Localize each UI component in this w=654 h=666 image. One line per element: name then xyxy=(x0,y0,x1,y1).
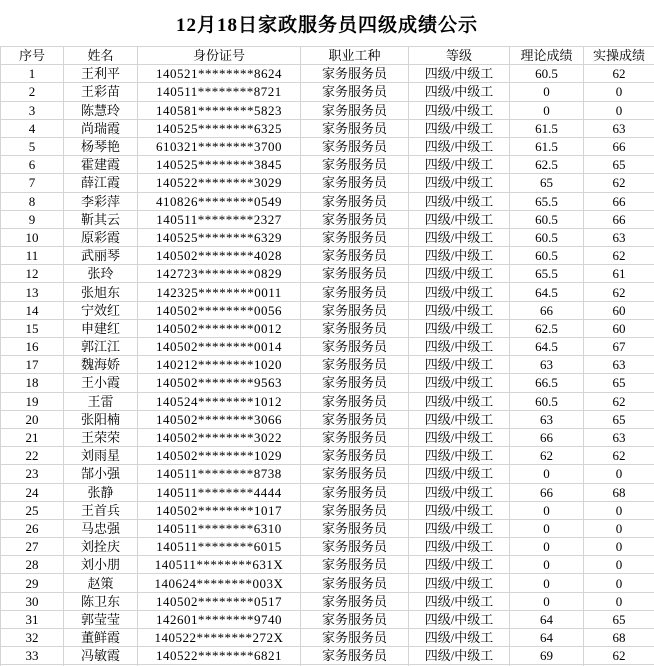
cell-theory-score: 69 xyxy=(510,647,584,665)
cell-level: 四级/中级工 xyxy=(409,501,510,519)
cell-name: 张玲 xyxy=(64,265,138,283)
cell-level: 四级/中级工 xyxy=(409,265,510,283)
cell-level: 四级/中级工 xyxy=(409,410,510,428)
page-title: 12月18日家政服务员四级成绩公示 xyxy=(175,14,478,36)
cell-practical-score: 0 xyxy=(584,83,654,101)
cell-occupation: 家务服务员 xyxy=(301,228,409,246)
cell-occupation: 家务服务员 xyxy=(301,137,409,155)
header-seq: 序号 xyxy=(1,47,64,65)
cell-level: 四级/中级工 xyxy=(409,538,510,556)
cell-name: 刘小朋 xyxy=(64,556,138,574)
cell-practical-score: 62 xyxy=(584,392,654,410)
cell-level: 四级/中级工 xyxy=(409,174,510,192)
cell-seq: 23 xyxy=(1,465,64,483)
cell-practical-score: 0 xyxy=(584,501,654,519)
cell-theory-score: 64 xyxy=(510,629,584,647)
cell-seq: 33 xyxy=(1,647,64,665)
cell-occupation: 家务服务员 xyxy=(301,592,409,610)
cell-seq: 27 xyxy=(1,538,64,556)
table-row xyxy=(1,610,654,628)
cell-name: 王彩苗 xyxy=(64,83,138,101)
cell-level: 四级/中级工 xyxy=(409,356,510,374)
table-row xyxy=(1,483,654,501)
cell-id-number: 140522********272X xyxy=(138,629,301,647)
cell-seq: 13 xyxy=(1,283,64,301)
cell-level: 四级/中级工 xyxy=(409,283,510,301)
table-row xyxy=(1,101,654,119)
table-row xyxy=(1,301,654,319)
cell-level: 四级/中级工 xyxy=(409,465,510,483)
cell-level: 四级/中级工 xyxy=(409,519,510,537)
table-row xyxy=(1,592,654,610)
cell-theory-score: 65 xyxy=(510,174,584,192)
cell-seq: 17 xyxy=(1,356,64,374)
cell-seq: 8 xyxy=(1,192,64,210)
table-row xyxy=(1,174,654,192)
cell-id-number: 140511********2327 xyxy=(138,210,301,228)
table-row xyxy=(1,338,654,356)
cell-name: 张旭东 xyxy=(64,283,138,301)
cell-level: 四级/中级工 xyxy=(409,137,510,155)
cell-id-number: 140511********8721 xyxy=(138,83,301,101)
cell-occupation: 家务服务员 xyxy=(301,629,409,647)
cell-theory-score: 62 xyxy=(510,447,584,465)
cell-practical-score: 63 xyxy=(584,119,654,137)
cell-occupation: 家务服务员 xyxy=(301,65,409,83)
cell-occupation: 家务服务员 xyxy=(301,447,409,465)
cell-occupation: 家务服务员 xyxy=(301,174,409,192)
cell-occupation: 家务服务员 xyxy=(301,647,409,665)
cell-seq: 18 xyxy=(1,374,64,392)
cell-theory-score: 60.5 xyxy=(510,65,584,83)
cell-level: 四级/中级工 xyxy=(409,319,510,337)
cell-occupation: 家务服务员 xyxy=(301,192,409,210)
cell-name: 郭江江 xyxy=(64,338,138,356)
cell-occupation: 家务服务员 xyxy=(301,247,409,265)
cell-id-number: 140525********6325 xyxy=(138,119,301,137)
table-row xyxy=(1,501,654,519)
cell-id-number: 140502********0012 xyxy=(138,319,301,337)
table-row xyxy=(1,538,654,556)
cell-theory-score: 62.5 xyxy=(510,156,584,174)
cell-level: 四级/中级工 xyxy=(409,374,510,392)
cell-name: 马忠强 xyxy=(64,519,138,537)
cell-practical-score: 63 xyxy=(584,356,654,374)
table-row xyxy=(1,65,654,83)
header-theory-score: 理论成绩 xyxy=(510,47,584,65)
header-level: 等级 xyxy=(409,47,510,65)
cell-occupation: 家务服务员 xyxy=(301,338,409,356)
cell-theory-score: 60.5 xyxy=(510,247,584,265)
cell-id-number: 140502********3022 xyxy=(138,428,301,446)
cell-name: 陈卫东 xyxy=(64,592,138,610)
cell-level: 四级/中级工 xyxy=(409,647,510,665)
cell-name: 申建红 xyxy=(64,319,138,337)
cell-practical-score: 0 xyxy=(584,465,654,483)
cell-practical-score: 60 xyxy=(584,301,654,319)
cell-name: 张静 xyxy=(64,483,138,501)
cell-seq: 29 xyxy=(1,574,64,592)
cell-name: 王利平 xyxy=(64,65,138,83)
cell-id-number: 140502********3066 xyxy=(138,410,301,428)
cell-level: 四级/中级工 xyxy=(409,629,510,647)
table-row xyxy=(1,392,654,410)
cell-occupation: 家务服务员 xyxy=(301,519,409,537)
cell-name: 李彩萍 xyxy=(64,192,138,210)
table-row xyxy=(1,356,654,374)
cell-seq: 5 xyxy=(1,137,64,155)
cell-practical-score: 63 xyxy=(584,428,654,446)
cell-id-number: 140511********6310 xyxy=(138,519,301,537)
cell-seq: 1 xyxy=(1,65,64,83)
cell-practical-score: 68 xyxy=(584,629,654,647)
cell-occupation: 家务服务员 xyxy=(301,501,409,519)
cell-practical-score: 62 xyxy=(584,65,654,83)
cell-occupation: 家务服务员 xyxy=(301,301,409,319)
cell-seq: 20 xyxy=(1,410,64,428)
cell-id-number: 140212********1020 xyxy=(138,356,301,374)
cell-theory-score: 0 xyxy=(510,101,584,119)
cell-id-number: 140502********0056 xyxy=(138,301,301,319)
cell-theory-score: 61.5 xyxy=(510,119,584,137)
cell-level: 四级/中级工 xyxy=(409,610,510,628)
cell-theory-score: 0 xyxy=(510,592,584,610)
cell-seq: 25 xyxy=(1,501,64,519)
cell-id-number: 140502********9563 xyxy=(138,374,301,392)
cell-seq: 15 xyxy=(1,319,64,337)
cell-seq: 6 xyxy=(1,156,64,174)
cell-seq: 12 xyxy=(1,265,64,283)
cell-level: 四级/中级工 xyxy=(409,483,510,501)
cell-occupation: 家务服务员 xyxy=(301,374,409,392)
cell-occupation: 家务服务员 xyxy=(301,410,409,428)
cell-theory-score: 0 xyxy=(510,556,584,574)
table-row xyxy=(1,428,654,446)
table-row xyxy=(1,447,654,465)
cell-id-number: 142723********0829 xyxy=(138,265,301,283)
cell-level: 四级/中级工 xyxy=(409,447,510,465)
table-row xyxy=(1,137,654,155)
cell-id-number: 140502********1017 xyxy=(138,501,301,519)
cell-level: 四级/中级工 xyxy=(409,156,510,174)
cell-level: 四级/中级工 xyxy=(409,574,510,592)
cell-name: 尚瑞霞 xyxy=(64,119,138,137)
table-row xyxy=(1,556,654,574)
cell-name: 杨琴艳 xyxy=(64,137,138,155)
cell-theory-score: 65.5 xyxy=(510,265,584,283)
cell-id-number: 140525********6329 xyxy=(138,228,301,246)
cell-seq: 22 xyxy=(1,447,64,465)
cell-practical-score: 0 xyxy=(584,592,654,610)
table-row xyxy=(1,119,654,137)
table-row xyxy=(1,83,654,101)
cell-theory-score: 0 xyxy=(510,465,584,483)
cell-level: 四级/中级工 xyxy=(409,247,510,265)
table-row xyxy=(1,410,654,428)
cell-level: 四级/中级工 xyxy=(409,101,510,119)
cell-name: 刘雨星 xyxy=(64,447,138,465)
cell-theory-score: 0 xyxy=(510,83,584,101)
cell-practical-score: 0 xyxy=(584,101,654,119)
header-id-number: 身份证号 xyxy=(138,47,301,65)
cell-practical-score: 61 xyxy=(584,265,654,283)
cell-level: 四级/中级工 xyxy=(409,556,510,574)
cell-occupation: 家务服务员 xyxy=(301,210,409,228)
cell-occupation: 家务服务员 xyxy=(301,101,409,119)
cell-occupation: 家务服务员 xyxy=(301,356,409,374)
cell-level: 四级/中级工 xyxy=(409,65,510,83)
cell-level: 四级/中级工 xyxy=(409,428,510,446)
cell-seq: 16 xyxy=(1,338,64,356)
cell-name: 原彩霞 xyxy=(64,228,138,246)
cell-practical-score: 62 xyxy=(584,447,654,465)
cell-id-number: 140581********5823 xyxy=(138,101,301,119)
cell-theory-score: 63 xyxy=(510,356,584,374)
cell-occupation: 家务服务员 xyxy=(301,119,409,137)
scores-table xyxy=(0,46,654,666)
cell-theory-score: 66 xyxy=(510,301,584,319)
cell-seq: 4 xyxy=(1,119,64,137)
cell-occupation: 家务服务员 xyxy=(301,156,409,174)
header-name: 姓名 xyxy=(64,47,138,65)
cell-occupation: 家务服务员 xyxy=(301,265,409,283)
cell-level: 四级/中级工 xyxy=(409,228,510,246)
cell-theory-score: 63 xyxy=(510,410,584,428)
table-row xyxy=(1,574,654,592)
cell-theory-score: 64.5 xyxy=(510,338,584,356)
cell-id-number: 140624********003X xyxy=(138,574,301,592)
cell-practical-score: 62 xyxy=(584,283,654,301)
cell-occupation: 家务服务员 xyxy=(301,574,409,592)
cell-practical-score: 66 xyxy=(584,192,654,210)
cell-seq: 10 xyxy=(1,228,64,246)
cell-seq: 31 xyxy=(1,610,64,628)
cell-level: 四级/中级工 xyxy=(409,83,510,101)
cell-theory-score: 0 xyxy=(510,519,584,537)
table-row xyxy=(1,465,654,483)
cell-practical-score: 60 xyxy=(584,319,654,337)
cell-practical-score: 66 xyxy=(584,137,654,155)
cell-occupation: 家务服务员 xyxy=(301,538,409,556)
cell-practical-score: 0 xyxy=(584,556,654,574)
cell-seq: 3 xyxy=(1,101,64,119)
cell-name: 郭莹莹 xyxy=(64,610,138,628)
cell-theory-score: 61.5 xyxy=(510,137,584,155)
cell-name: 董鲜霞 xyxy=(64,629,138,647)
table-row xyxy=(1,283,654,301)
cell-seq: 14 xyxy=(1,301,64,319)
cell-theory-score: 66 xyxy=(510,428,584,446)
cell-level: 四级/中级工 xyxy=(409,338,510,356)
cell-seq: 26 xyxy=(1,519,64,537)
cell-occupation: 家务服务员 xyxy=(301,428,409,446)
cell-name: 王小霞 xyxy=(64,374,138,392)
cell-level: 四级/中级工 xyxy=(409,392,510,410)
cell-practical-score: 68 xyxy=(584,483,654,501)
table-row xyxy=(1,192,654,210)
cell-practical-score: 63 xyxy=(584,228,654,246)
cell-seq: 2 xyxy=(1,83,64,101)
cell-practical-score: 66 xyxy=(584,210,654,228)
cell-id-number: 140511********4444 xyxy=(138,483,301,501)
cell-theory-score: 0 xyxy=(510,501,584,519)
cell-id-number: 140521********8624 xyxy=(138,65,301,83)
cell-practical-score: 62 xyxy=(584,174,654,192)
cell-name: 武丽琴 xyxy=(64,247,138,265)
cell-practical-score: 65 xyxy=(584,610,654,628)
cell-theory-score: 60.5 xyxy=(510,228,584,246)
cell-theory-score: 64 xyxy=(510,610,584,628)
cell-practical-score: 62 xyxy=(584,247,654,265)
cell-name: 陈慧玲 xyxy=(64,101,138,119)
cell-practical-score: 62 xyxy=(584,647,654,665)
cell-name: 冯敏霞 xyxy=(64,647,138,665)
cell-name: 赵策 xyxy=(64,574,138,592)
cell-id-number: 140522********3029 xyxy=(138,174,301,192)
cell-level: 四级/中级工 xyxy=(409,301,510,319)
cell-theory-score: 66.5 xyxy=(510,374,584,392)
cell-id-number: 140511********8738 xyxy=(138,465,301,483)
cell-occupation: 家务服务员 xyxy=(301,556,409,574)
table-row xyxy=(1,319,654,337)
table-body xyxy=(1,65,654,666)
cell-level: 四级/中级工 xyxy=(409,210,510,228)
cell-name: 薛江霞 xyxy=(64,174,138,192)
cell-name: 王荣荣 xyxy=(64,428,138,446)
cell-practical-score: 65 xyxy=(584,410,654,428)
cell-name: 魏海娇 xyxy=(64,356,138,374)
cell-theory-score: 60.5 xyxy=(510,210,584,228)
table-row xyxy=(1,228,654,246)
cell-seq: 28 xyxy=(1,556,64,574)
cell-id-number: 140511********631X xyxy=(138,556,301,574)
cell-id-number: 610321********3700 xyxy=(138,137,301,155)
cell-id-number: 410826********0549 xyxy=(138,192,301,210)
cell-name: 郜小强 xyxy=(64,465,138,483)
table-row xyxy=(1,210,654,228)
cell-seq: 21 xyxy=(1,428,64,446)
cell-level: 四级/中级工 xyxy=(409,592,510,610)
cell-seq: 7 xyxy=(1,174,64,192)
cell-level: 四级/中级工 xyxy=(409,119,510,137)
cell-seq: 24 xyxy=(1,483,64,501)
cell-id-number: 140525********3845 xyxy=(138,156,301,174)
cell-name: 宁效红 xyxy=(64,301,138,319)
cell-id-number: 140522********6821 xyxy=(138,647,301,665)
cell-occupation: 家务服务员 xyxy=(301,610,409,628)
cell-practical-score: 65 xyxy=(584,374,654,392)
cell-theory-score: 60.5 xyxy=(510,392,584,410)
cell-id-number: 140502********1029 xyxy=(138,447,301,465)
cell-practical-score: 65 xyxy=(584,156,654,174)
cell-practical-score: 0 xyxy=(584,574,654,592)
table-row xyxy=(1,247,654,265)
cell-id-number: 142601********9740 xyxy=(138,610,301,628)
cell-occupation: 家务服务员 xyxy=(301,83,409,101)
table-row xyxy=(1,519,654,537)
cell-id-number: 140502********4028 xyxy=(138,247,301,265)
cell-name: 靳其云 xyxy=(64,210,138,228)
cell-id-number: 140502********0517 xyxy=(138,592,301,610)
table-row xyxy=(1,265,654,283)
cell-seq: 32 xyxy=(1,629,64,647)
cell-occupation: 家务服务员 xyxy=(301,319,409,337)
cell-occupation: 家务服务员 xyxy=(301,465,409,483)
cell-occupation: 家务服务员 xyxy=(301,392,409,410)
header-row xyxy=(1,47,654,65)
header-practical-score: 实操成绩 xyxy=(584,47,654,65)
cell-name: 王首兵 xyxy=(64,501,138,519)
cell-seq: 30 xyxy=(1,592,64,610)
cell-seq: 9 xyxy=(1,210,64,228)
header-occupation: 职业工种 xyxy=(301,47,409,65)
table-row xyxy=(1,629,654,647)
cell-id-number: 142325********0011 xyxy=(138,283,301,301)
cell-level: 四级/中级工 xyxy=(409,192,510,210)
cell-practical-score: 0 xyxy=(584,538,654,556)
table-row xyxy=(1,374,654,392)
cell-occupation: 家务服务员 xyxy=(301,283,409,301)
cell-theory-score: 0 xyxy=(510,574,584,592)
cell-id-number: 140502********0014 xyxy=(138,338,301,356)
cell-name: 张阳楠 xyxy=(64,410,138,428)
cell-name: 霍建霞 xyxy=(64,156,138,174)
cell-practical-score: 0 xyxy=(584,519,654,537)
cell-seq: 11 xyxy=(1,247,64,265)
cell-occupation: 家务服务员 xyxy=(301,483,409,501)
table-row xyxy=(1,156,654,174)
cell-theory-score: 62.5 xyxy=(510,319,584,337)
cell-id-number: 140524********1012 xyxy=(138,392,301,410)
cell-name: 刘拴庆 xyxy=(64,538,138,556)
cell-practical-score: 67 xyxy=(584,338,654,356)
cell-name: 王雷 xyxy=(64,392,138,410)
table-header xyxy=(1,47,654,65)
table-row xyxy=(1,647,654,665)
cell-theory-score: 0 xyxy=(510,538,584,556)
cell-id-number: 140511********6015 xyxy=(138,538,301,556)
cell-seq: 19 xyxy=(1,392,64,410)
cell-theory-score: 66 xyxy=(510,483,584,501)
cell-theory-score: 65.5 xyxy=(510,192,584,210)
cell-theory-score: 64.5 xyxy=(510,283,584,301)
